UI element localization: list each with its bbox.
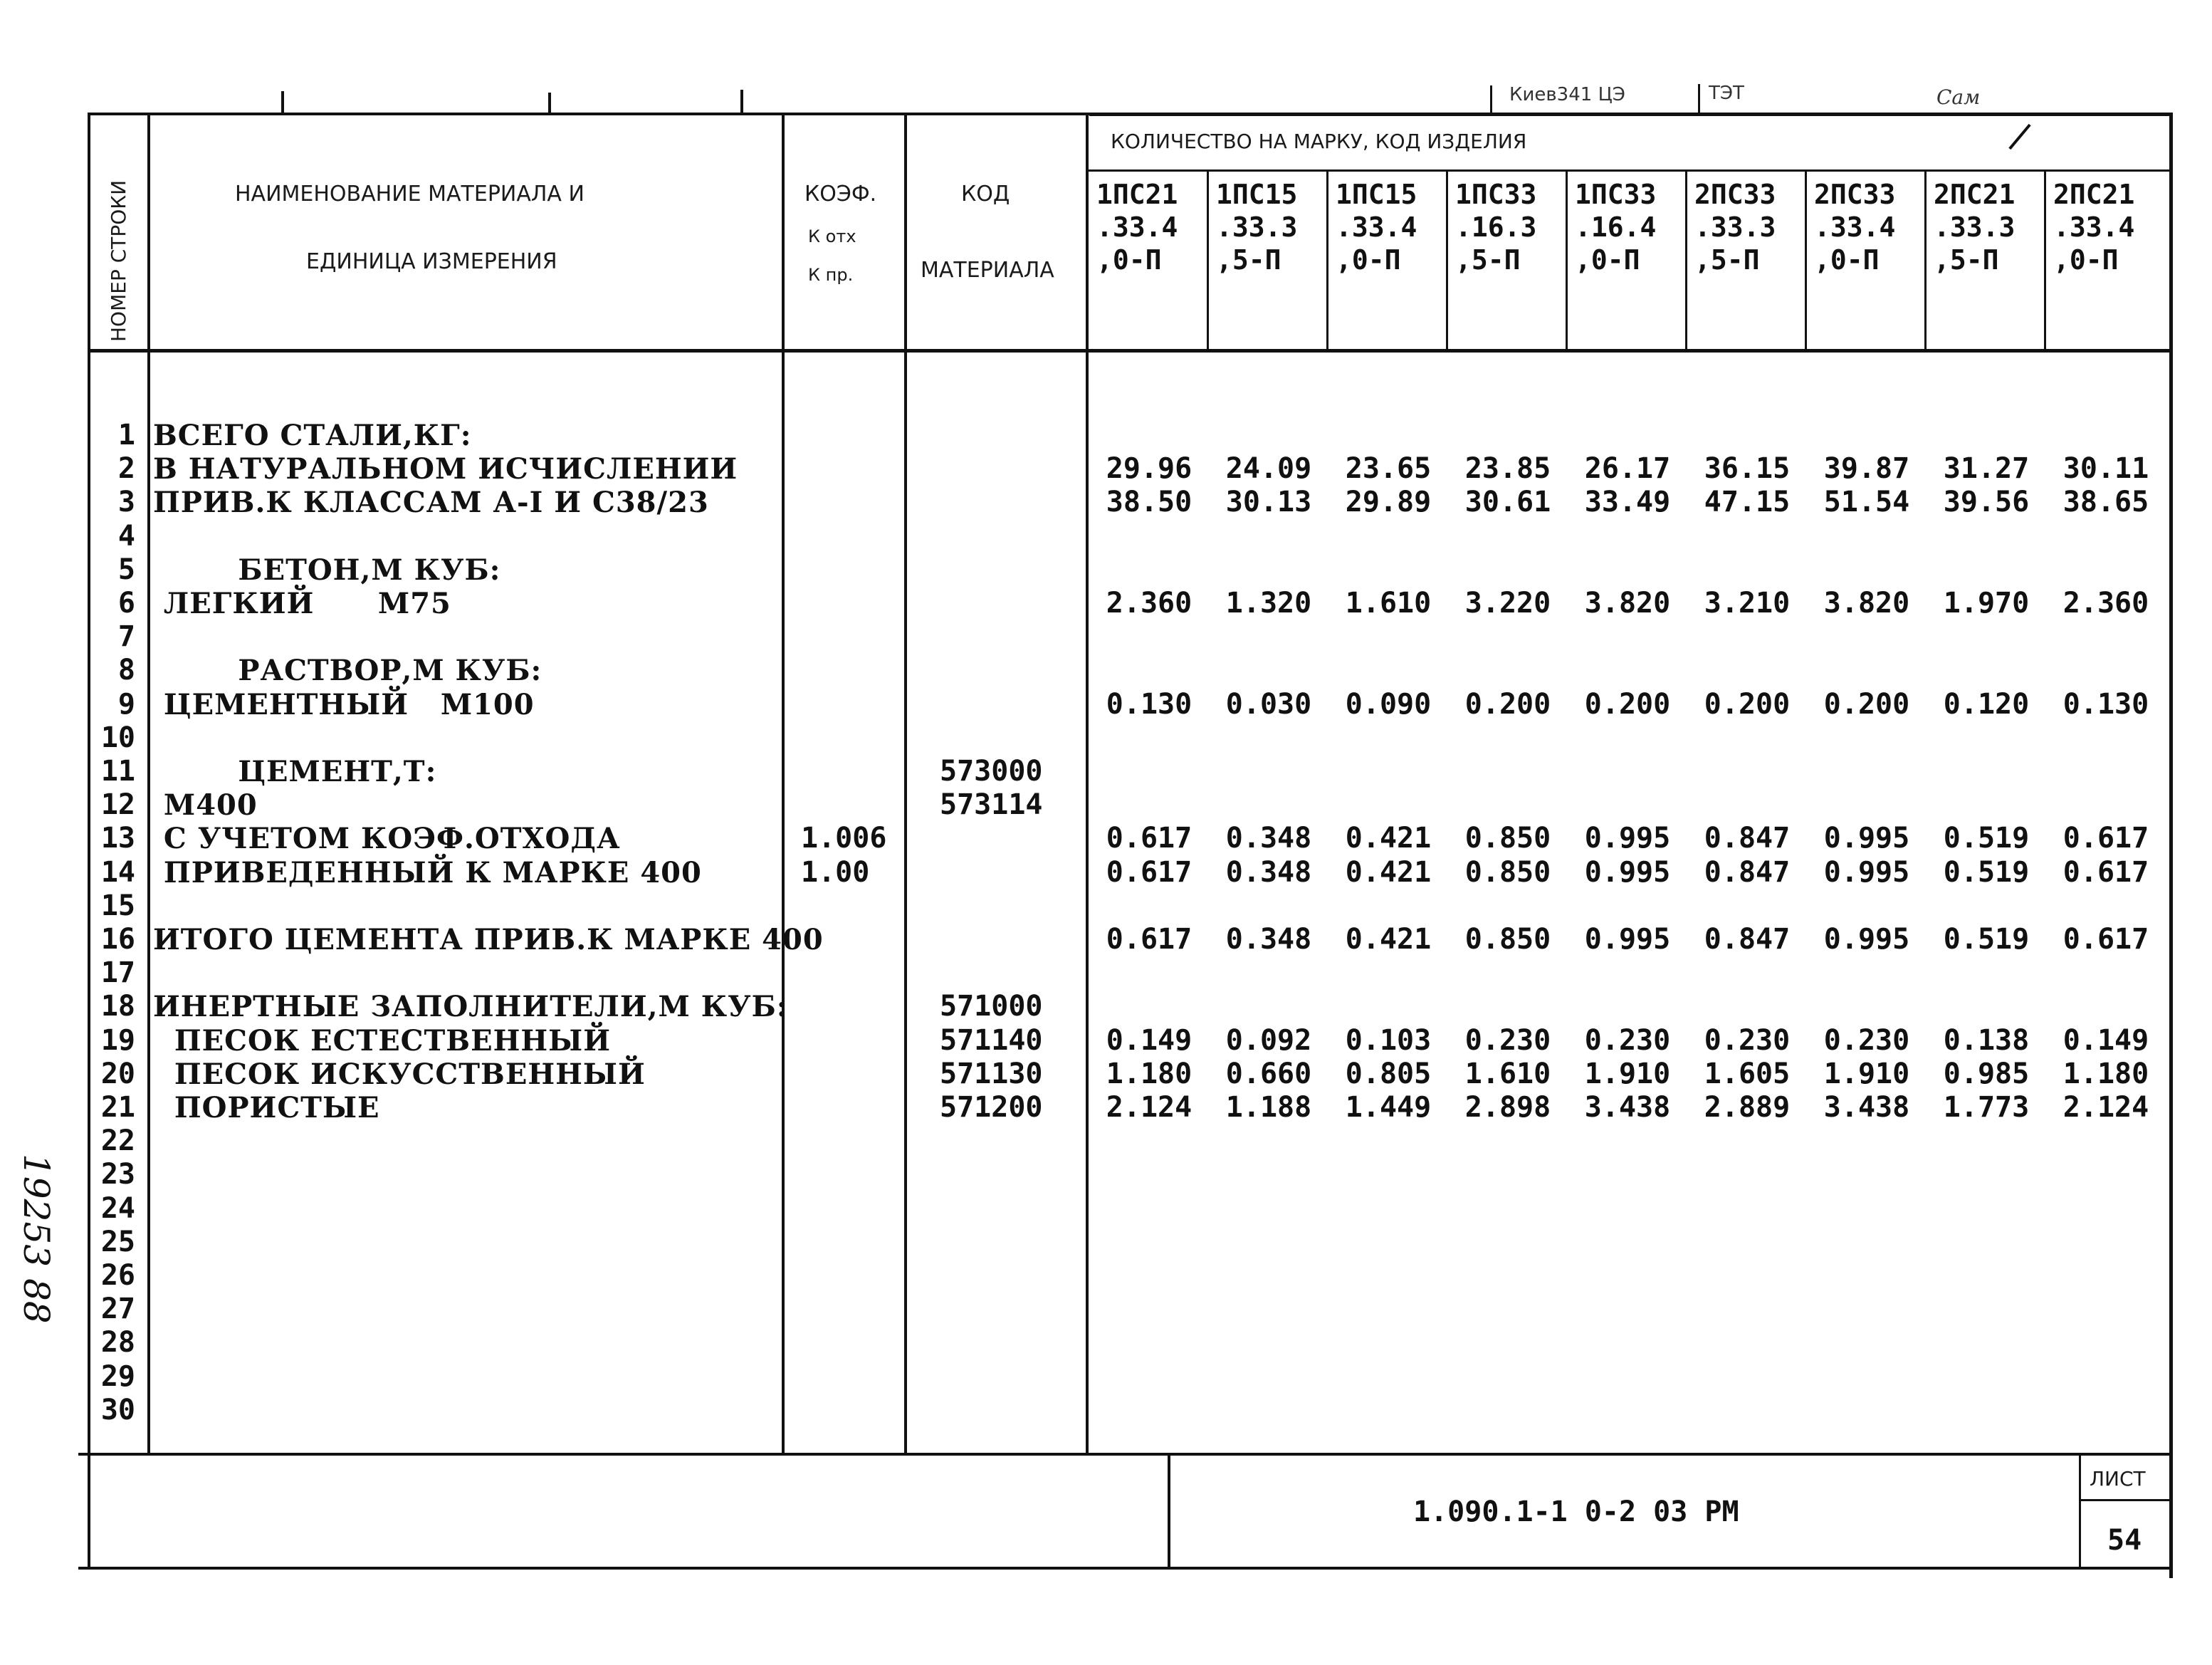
quantity-cell: 1.773 [1943, 1091, 2030, 1124]
quantity-cell: 23.65 [1345, 452, 1432, 485]
row-number: 12 [100, 788, 135, 821]
mark-header-3 [1328, 178, 1448, 276]
footer-sep-sheet [2079, 1454, 2081, 1568]
material-name: ЛЕГКИЙ М75 [153, 587, 451, 620]
quantity-cell: 1.180 [2062, 1058, 2149, 1090]
mark-header-line: ,0-П [1336, 244, 1401, 276]
quantity-cell: 0.120 [1943, 688, 2030, 721]
mark-header-line: .33.3 [1216, 212, 1298, 243]
quantity-cell: 1.970 [1943, 587, 2030, 620]
quantity-cell: 0.617 [1106, 822, 1193, 855]
quantity-cell: 0.617 [2062, 856, 2149, 889]
mark-header-line: .33.4 [1814, 212, 1896, 243]
row-number: 17 [100, 956, 135, 989]
sheet-number: 54 [2107, 1524, 2142, 1557]
quantity-cell: 24.09 [1225, 452, 1312, 485]
quantity-cell: 30.13 [1225, 486, 1312, 518]
row-number: 16 [100, 923, 135, 956]
quantity-cell: 0.617 [2062, 822, 2149, 855]
quantity-cell: 0.421 [1345, 923, 1432, 956]
row-number: 13 [100, 822, 135, 855]
quantity-cell: 0.138 [1943, 1024, 2030, 1057]
mark-header-line: ,5-П [1694, 244, 1760, 276]
row-number: 6 [117, 587, 135, 620]
material-name: ИТОГО ЦЕМЕНТА ПРИВ.К МАРКЕ 400 [153, 923, 824, 956]
top-tick-2 [548, 93, 551, 114]
header-bottom-line [89, 349, 2173, 353]
quantity-cell: 2.124 [1106, 1091, 1193, 1124]
quantity-cell: 0.348 [1225, 856, 1312, 889]
quantity-cell: 0.617 [2062, 923, 2149, 956]
mark-header-1 [1089, 178, 1209, 276]
row-number: 25 [100, 1226, 135, 1258]
coefficient: 1.006 [801, 822, 887, 855]
quantity-cell: 0.200 [1464, 688, 1551, 721]
mark-header-4 [1448, 178, 1568, 276]
material-name: ПЕСОК ИСКУССТВЕННЫЙ [153, 1058, 646, 1091]
quantity-cell: 33.49 [1584, 486, 1671, 518]
row-number: 24 [100, 1192, 135, 1225]
quantity-cell: 0.348 [1225, 822, 1312, 855]
quantity-cell: 3.820 [1823, 587, 1910, 620]
row-number: 21 [100, 1091, 135, 1124]
quantity-cell: 2.898 [1464, 1091, 1551, 1124]
quantity-cell: 1.605 [1704, 1058, 1791, 1090]
col-sep-rownum [147, 114, 150, 1454]
mark-header-6 [1687, 178, 1807, 276]
quantity-cell: 38.50 [1106, 486, 1193, 518]
quantity-cell: 0.847 [1704, 822, 1791, 855]
mark-header-line: 2ПС33 [1814, 179, 1896, 210]
quantity-cell: 1.449 [1345, 1091, 1432, 1124]
mark-header-line: ,5-П [1455, 244, 1521, 276]
quantity-cell: 2.360 [1106, 587, 1193, 620]
material-name: ПЕСОК ЕСТЕСТВЕННЫЙ [153, 1024, 612, 1058]
mark-header-line: 1ПС21 [1096, 179, 1178, 210]
quantity-cell: 3.438 [1823, 1091, 1910, 1124]
frame-right-line [2169, 113, 2173, 1578]
mark-header-line: .33.4 [1096, 212, 1178, 243]
footer-top-line [78, 1453, 2173, 1456]
name-header-line1: НАИМЕНОВАНИЕ МАТЕРИАЛА И [235, 182, 585, 207]
material-code: 571130 [940, 1058, 1043, 1090]
row-number: 19 [100, 1024, 135, 1057]
material-name: М400 [153, 788, 258, 822]
row-number: 4 [117, 520, 135, 553]
quantity-cell: 0.149 [1106, 1024, 1193, 1057]
row-number: 10 [100, 721, 135, 754]
quantity-cell: 2.889 [1704, 1091, 1791, 1124]
mark-header-line: 1ПС15 [1336, 179, 1417, 210]
row-number: 27 [100, 1293, 135, 1325]
row-number: 18 [100, 990, 135, 1023]
quantity-cell: 29.89 [1345, 486, 1432, 518]
quantity-cell: 0.200 [1823, 688, 1910, 721]
quantity-cell: 0.995 [1823, 923, 1910, 956]
top-tick-5 [1698, 84, 1700, 114]
top-tick-3 [740, 90, 743, 114]
quantity-cell: 36.15 [1704, 452, 1791, 485]
quantity-cell: 3.820 [1584, 587, 1671, 620]
top-note-2: ТЭТ [1709, 83, 1744, 104]
row-number: 26 [100, 1259, 135, 1292]
row-number: 15 [100, 889, 135, 922]
quantity-cell: 51.54 [1823, 486, 1910, 518]
top-note-1: Киев341 ЦЭ [1509, 84, 1625, 105]
quantity-cell: 0.519 [1943, 923, 2030, 956]
material-name: С УЧЕТОМ КОЭФ.ОТХОДА [153, 822, 621, 855]
row-number: 23 [100, 1158, 135, 1191]
mark-header-line: 1ПС15 [1216, 179, 1298, 210]
quantity-cell: 0.230 [1584, 1024, 1671, 1057]
mark-header-line: .16.3 [1455, 212, 1537, 243]
footer-sep-main [1168, 1454, 1170, 1568]
quantity-cell: 0.519 [1943, 856, 2030, 889]
mark-header-line: ,0-П [1575, 244, 1640, 276]
footer-sheet-line [2079, 1499, 2171, 1501]
coefficient: 1.00 [801, 856, 870, 889]
coef-header-line2: К отх [808, 226, 856, 246]
row-number: 30 [100, 1394, 135, 1426]
material-name: В НАТУРАЛЬНОМ ИСЧИСЛЕНИИ [153, 452, 738, 486]
mark-header-line: 2ПС21 [2053, 179, 2135, 210]
quantity-header-slash [2008, 124, 2030, 150]
row-number: 11 [100, 755, 135, 788]
row-number: 9 [117, 688, 135, 721]
row-number: 1 [117, 419, 135, 452]
col-sep-name [782, 114, 785, 1454]
quantity-cell: 26.17 [1584, 452, 1671, 485]
row-number: 5 [117, 553, 135, 586]
quantity-cell: 0.421 [1345, 856, 1432, 889]
quantity-cell: 0.030 [1225, 688, 1312, 721]
quantity-cell: 3.438 [1584, 1091, 1671, 1124]
col-sep-coef [904, 114, 907, 1454]
quantity-cell: 3.220 [1464, 587, 1551, 620]
quantity-cell: 1.180 [1106, 1058, 1193, 1090]
row-number: 29 [100, 1360, 135, 1393]
quantity-cell: 0.995 [1584, 822, 1671, 855]
name-header-line2: ЕДИНИЦА ИЗМЕРЕНИЯ [306, 249, 557, 274]
quantity-cell: 0.995 [1584, 923, 1671, 956]
quantity-cell: 0.090 [1345, 688, 1432, 721]
quantity-cell: 0.200 [1704, 688, 1791, 721]
mark-header-line: .16.4 [1575, 212, 1657, 243]
quantity-cell: 0.421 [1345, 822, 1432, 855]
material-name: ЦЕМЕНТ,Т: [153, 755, 437, 788]
mark-header-line: .33.4 [2053, 212, 2135, 243]
mark-header-5 [1568, 178, 1687, 276]
quantity-cell: 1.610 [1345, 587, 1432, 620]
quantity-header-line [1087, 169, 2173, 172]
sheet-label: ЛИСТ [2090, 1467, 2146, 1491]
material-code: 573114 [940, 788, 1043, 821]
document-code: 1.090.1-1 0-2 03 РМ [1413, 1496, 1739, 1528]
quantity-cell: 30.11 [2062, 452, 2149, 485]
row-number: 28 [100, 1326, 135, 1359]
material-code: 571140 [940, 1024, 1043, 1057]
row-number: 7 [117, 620, 135, 653]
top-tick-1 [281, 91, 284, 114]
quantity-cell: 0.995 [1823, 856, 1910, 889]
quantity-cell: 0.847 [1704, 856, 1791, 889]
quantity-cell: 39.56 [1943, 486, 2030, 518]
quantity-cell: 0.995 [1823, 822, 1910, 855]
material-name: ПОРИСТЫЕ [153, 1091, 380, 1124]
quantity-cell: 2.124 [2062, 1091, 2149, 1124]
mark-header-line: ,0-П [1814, 244, 1880, 276]
quantity-cell: 0.617 [1106, 856, 1193, 889]
mark-header-9 [2046, 178, 2166, 276]
row-number: 14 [100, 856, 135, 889]
quantity-cell: 0.103 [1345, 1024, 1432, 1057]
quantity-cell: 1.910 [1823, 1058, 1910, 1090]
material-name: ПРИВЕДЕННЫЙ К МАРКЕ 400 [153, 856, 702, 889]
quantity-header: КОЛИЧЕСТВО НА МАРКУ, КОД ИЗДЕЛИЯ [1111, 130, 1527, 153]
quantity-cell: 0.850 [1464, 822, 1551, 855]
quantity-cell: 30.61 [1464, 486, 1551, 518]
mark-header-line: 2ПС21 [1934, 179, 2016, 210]
row-number: 20 [100, 1058, 135, 1090]
mark-header-8 [1927, 178, 2046, 276]
mark-header-line: ,5-П [1934, 244, 1999, 276]
material-name: ВСЕГО СТАЛИ,КГ: [153, 419, 472, 452]
material-name: РАСТВОР,М КУБ: [153, 654, 542, 687]
material-name: ПРИВ.К КЛАССАМ А-I И С38/23 [153, 486, 709, 519]
mark-header-line: ,5-П [1216, 244, 1281, 276]
margin-note: 19253 88 [16, 1154, 57, 1324]
frame-bottom-line [78, 1567, 2173, 1570]
material-name: ИНЕРТНЫЕ ЗАПОЛНИТЕЛИ,М КУБ: [153, 990, 788, 1023]
quantity-cell: 0.130 [1106, 688, 1193, 721]
quantity-cell: 38.65 [2062, 486, 2149, 518]
material-code: 571200 [940, 1091, 1043, 1124]
mark-header-line: .33.3 [1694, 212, 1776, 243]
top-note-3: Сам [1936, 85, 1981, 109]
top-tick-4 [1490, 85, 1492, 114]
row-number-header: НОМЕР СТРОКИ [107, 179, 130, 342]
material-name: БЕТОН,М КУБ: [153, 553, 501, 587]
quantity-cell: 0.149 [2062, 1024, 2149, 1057]
mark-header-line: 1ПС33 [1455, 179, 1537, 210]
quantity-cell: 1.188 [1225, 1091, 1312, 1124]
quantity-cell: 0.847 [1704, 923, 1791, 956]
coef-header-line3: К пр. [808, 265, 854, 285]
quantity-cell: 0.130 [2062, 688, 2149, 721]
row-number: 3 [117, 486, 135, 518]
quantity-cell: 1.910 [1584, 1058, 1671, 1090]
quantity-cell: 0.985 [1943, 1058, 2030, 1090]
mark-header-line: .33.3 [1934, 212, 2016, 243]
material-code: 573000 [940, 755, 1043, 788]
quantity-cell: 0.230 [1823, 1024, 1910, 1057]
material-code: 571000 [940, 990, 1043, 1023]
coef-header-line1: КОЭФ. [804, 182, 877, 207]
quantity-cell: 2.360 [2062, 587, 2149, 620]
row-number: 2 [117, 452, 135, 485]
quantity-cell: 39.87 [1823, 452, 1910, 485]
quantity-cell: 0.230 [1704, 1024, 1791, 1057]
frame-top-line-left [89, 113, 1093, 115]
mark-header-line: ,0-П [2053, 244, 2119, 276]
mark-header-7 [1807, 178, 1927, 276]
code-header-line1: КОД [961, 182, 1010, 207]
quantity-cell: 0.200 [1584, 688, 1671, 721]
quantity-cell: 0.092 [1225, 1024, 1312, 1057]
quantity-cell: 47.15 [1704, 486, 1791, 518]
quantity-cell: 1.610 [1464, 1058, 1551, 1090]
quantity-cell: 1.320 [1225, 587, 1312, 620]
quantity-cell: 0.850 [1464, 856, 1551, 889]
mark-header-line: 1ПС33 [1575, 179, 1657, 210]
quantity-cell: 0.617 [1106, 923, 1193, 956]
quantity-cell: 0.850 [1464, 923, 1551, 956]
quantity-cell: 3.210 [1704, 587, 1791, 620]
code-header-line2: МАТЕРИАЛА [921, 258, 1054, 283]
quantity-cell: 31.27 [1943, 452, 2030, 485]
quantity-cell: 0.995 [1584, 856, 1671, 889]
mark-header-2 [1209, 178, 1328, 276]
mark-header-line: ,0-П [1096, 244, 1162, 276]
row-number: 8 [117, 654, 135, 687]
quantity-cell: 0.660 [1225, 1058, 1312, 1090]
quantity-cell: 0.348 [1225, 923, 1312, 956]
mark-header-line: 2ПС33 [1694, 179, 1776, 210]
row-number: 22 [100, 1124, 135, 1157]
col-sep-code [1086, 114, 1089, 1454]
frame-top-line-right [1089, 113, 2171, 116]
quantity-cell: 0.519 [1943, 822, 2030, 855]
quantity-cell: 23.85 [1464, 452, 1551, 485]
material-name: ЦЕМЕНТНЫЙ М100 [153, 688, 535, 721]
mark-header-line: .33.4 [1336, 212, 1417, 243]
quantity-cell: 0.805 [1345, 1058, 1432, 1090]
quantity-cell: 29.96 [1106, 452, 1193, 485]
frame-left-line [88, 113, 90, 1567]
quantity-cell: 0.230 [1464, 1024, 1551, 1057]
